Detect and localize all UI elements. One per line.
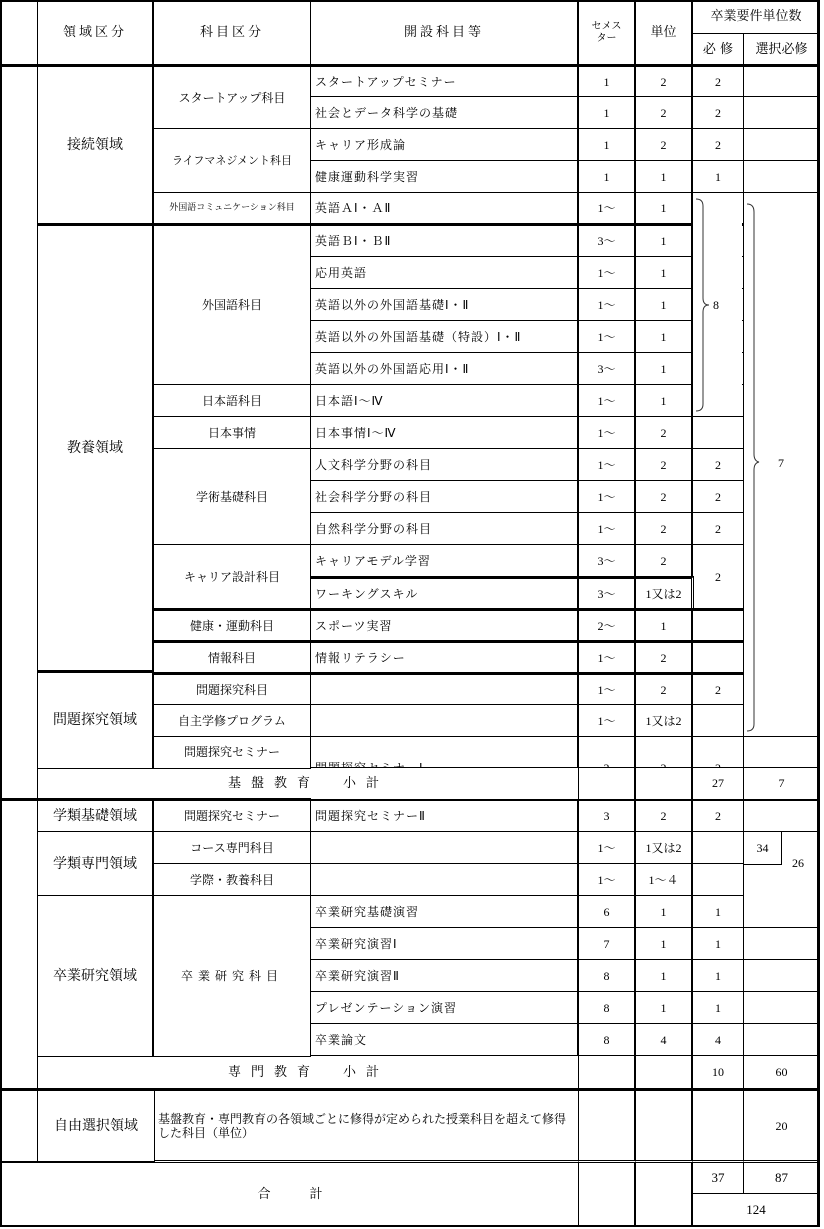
credits-value: 2 bbox=[635, 512, 694, 546]
credits-value: 2 bbox=[635, 448, 694, 482]
course-name bbox=[310, 704, 580, 738]
subject-interdisciplinary: 学際・教養科目 bbox=[153, 863, 311, 897]
course-name: 英語ＡⅠ・ＡⅡ bbox=[310, 192, 580, 225]
domain-gakurui-kiso: 学類基礎領域 bbox=[37, 798, 155, 833]
kiban-elective-bracket-area bbox=[744, 194, 819, 736]
semester-value: 3 bbox=[578, 798, 637, 833]
semester-value: 1 bbox=[578, 64, 637, 98]
semester-value: 1～ bbox=[578, 256, 637, 290]
subject-inquiry: 問題探究科目 bbox=[153, 672, 311, 706]
required-value: 1 bbox=[692, 895, 744, 929]
course-name: キャリアモデル学習 bbox=[310, 544, 580, 578]
header-graduation-requirements: 卒業要件単位数 bbox=[692, 0, 820, 34]
semester-value: 8 bbox=[578, 991, 637, 1025]
total-elective: 87 bbox=[743, 1160, 820, 1194]
right-edge bbox=[817, 0, 820, 1227]
subject-foreign-language: 外国語科目 bbox=[153, 223, 311, 386]
course-name: スポーツ実習 bbox=[310, 608, 580, 642]
kiban-subtotal-label: 基盤教育 小計 bbox=[37, 767, 580, 800]
semester-value: 8 bbox=[578, 1023, 637, 1057]
total-sem bbox=[578, 1160, 637, 1227]
credits-value: 1 bbox=[635, 959, 694, 993]
kiban-subtotal-cr bbox=[635, 767, 694, 800]
semester-value: 1～ bbox=[578, 448, 637, 482]
course-name: 英語以外の外国語基礎（特設）Ⅰ・Ⅱ bbox=[310, 320, 580, 354]
semester-value: 1～ bbox=[578, 640, 637, 674]
subject-academic-basics: 学術基礎科目 bbox=[153, 448, 311, 546]
credits-value: 1～４ bbox=[635, 863, 694, 897]
course-name: 卒業論文 bbox=[310, 1023, 580, 1057]
credits-value: 1 bbox=[635, 256, 694, 290]
elective-value bbox=[743, 128, 820, 162]
course-name: スタートアップセミナー bbox=[310, 64, 580, 98]
semester-value: 1～ bbox=[578, 416, 637, 450]
course-name: 日本事情Ⅰ～Ⅳ bbox=[310, 416, 580, 450]
header-subject-division: 科目区分 bbox=[153, 0, 311, 66]
course-name: 健康運動科学実習 bbox=[310, 160, 580, 194]
subject-startup: スタートアップ科目 bbox=[153, 64, 311, 130]
credits-value: 1又は2 bbox=[635, 576, 694, 610]
domain-sotsuken: 卒業研究領域 bbox=[37, 895, 155, 1057]
domain-setsuzoku: 接続領域 bbox=[37, 64, 155, 225]
required-value bbox=[692, 608, 744, 642]
kiban-subtotal-required: 27 bbox=[692, 767, 744, 800]
semester-value: 3～ bbox=[578, 223, 637, 258]
elective-value bbox=[743, 1023, 820, 1057]
credits-value: 2 bbox=[635, 96, 694, 130]
semester-value: 1～ bbox=[578, 192, 637, 225]
subject-graduation-research: 卒業研究科目 bbox=[153, 895, 311, 1057]
required-value: 2 bbox=[692, 448, 744, 482]
course-name: 情報リテラシー bbox=[310, 640, 580, 674]
semester-value: 3～ bbox=[578, 544, 637, 578]
header-corner bbox=[0, 0, 38, 66]
course-name: 社会とデータ科学の基礎 bbox=[310, 96, 580, 130]
required-value: 2 bbox=[692, 64, 744, 98]
semester-value: 1 bbox=[578, 160, 637, 194]
domain-gakurui-senmon: 学類専門領域 bbox=[37, 831, 155, 897]
subject-health-sports: 健康・運動科目 bbox=[153, 608, 311, 642]
elective-value bbox=[743, 959, 820, 993]
header-course: 開設科目等 bbox=[310, 0, 580, 66]
foreign-required-total: 8 bbox=[713, 298, 719, 312]
header-required: 必 修 bbox=[692, 33, 744, 66]
credits-value: 1 bbox=[635, 320, 694, 354]
credits-value: 1 bbox=[635, 895, 694, 929]
required-value: 2 bbox=[692, 544, 744, 610]
course-name: プレゼンテーション演習 bbox=[310, 991, 580, 1025]
required-value: 1 bbox=[692, 160, 744, 194]
course-name: 卒業研究演習Ⅰ bbox=[310, 927, 580, 961]
course-name bbox=[310, 831, 580, 865]
subject-inquiry-seminar-1: 問題探究セミナー bbox=[153, 736, 311, 769]
semester-value: 1～ bbox=[578, 672, 637, 706]
course-name bbox=[310, 863, 580, 897]
domain-mondai: 問題探究領域 bbox=[37, 670, 155, 769]
semester-value: 1～ bbox=[578, 831, 637, 865]
credits-value: 2 bbox=[635, 798, 694, 833]
senmon-elective-total: 26 bbox=[792, 856, 804, 870]
elective-value bbox=[743, 798, 820, 833]
credits-value: 2 bbox=[635, 128, 694, 162]
course-name: 人文科学分野の科目 bbox=[310, 448, 580, 482]
required-value: 2 bbox=[692, 798, 744, 833]
header-credits: 単位 bbox=[635, 0, 694, 66]
semester-value: 1 bbox=[578, 128, 637, 162]
header-semester: セメスター bbox=[578, 0, 637, 66]
credits-value: 1 bbox=[635, 288, 694, 322]
elective-value bbox=[743, 895, 820, 929]
required-value: 2 bbox=[692, 672, 744, 706]
semester-value: 3～ bbox=[578, 576, 637, 610]
required-value bbox=[692, 640, 744, 674]
elective-value bbox=[743, 160, 820, 194]
jiyu-elective: 20 bbox=[743, 1088, 820, 1162]
semester-value: 1～ bbox=[578, 704, 637, 738]
grand-total: 124 bbox=[692, 1193, 820, 1227]
senmon-subtotal-elective: 60 bbox=[743, 1055, 820, 1090]
elective-value bbox=[743, 64, 820, 98]
jiyu-required bbox=[692, 1088, 744, 1162]
foreign-required-bracket-area bbox=[693, 194, 742, 416]
course-name: 社会科学分野の科目 bbox=[310, 480, 580, 514]
credits-value: 2 bbox=[635, 672, 694, 706]
header-domain-division: 領域区分 bbox=[37, 0, 155, 66]
credits-value: 2 bbox=[635, 640, 694, 674]
credits-value: 1又は2 bbox=[635, 704, 694, 738]
credits-value: 1 bbox=[635, 608, 694, 642]
domain-jiyu: 自由選択領域 bbox=[37, 1088, 155, 1162]
semester-value: 6 bbox=[578, 895, 637, 929]
senmon-subtotal-cr bbox=[635, 1055, 694, 1090]
total-label: 合 計 bbox=[0, 1160, 580, 1227]
semester-value: 1～ bbox=[578, 288, 637, 322]
header-elective-required: 選択必修 bbox=[743, 33, 820, 66]
subject-inquiry-seminar-2: 問題探究セミナー bbox=[153, 798, 311, 833]
credits-value: 2 bbox=[635, 480, 694, 514]
senmon-subtotal-required: 10 bbox=[692, 1055, 744, 1090]
course-name: ワーキングスキル bbox=[310, 576, 580, 610]
semester-value: 1～ bbox=[578, 320, 637, 354]
course-name: キャリア形成論 bbox=[310, 128, 580, 162]
section-jiyu bbox=[0, 1088, 38, 1162]
jiyu-description: 基盤教育・専門教育の各領域ごとに修得が定められた授業科目を超えて修得した科目（単位） bbox=[153, 1088, 580, 1162]
subject-foreign-communication: 外国語コミュニケーション科目 bbox=[153, 192, 311, 225]
jiyu-sem bbox=[578, 1088, 637, 1162]
credits-value: 1 bbox=[635, 352, 694, 386]
semester-value: 8 bbox=[578, 959, 637, 993]
required-value: 2 bbox=[692, 480, 744, 514]
required-value bbox=[692, 704, 744, 738]
required-value: 2 bbox=[692, 128, 744, 162]
semester-value: 1～ bbox=[578, 512, 637, 546]
section-kiban bbox=[0, 64, 38, 800]
subject-japanese: 日本語科目 bbox=[153, 384, 311, 418]
required-value: 4 bbox=[692, 1023, 744, 1057]
semester-value: 1～ bbox=[578, 863, 637, 897]
course-name bbox=[310, 672, 580, 706]
semester-value: 3～ bbox=[578, 352, 637, 386]
course-name: 卒業研究基礎演習 bbox=[310, 895, 580, 929]
course-name: 英語以外の外国語応用Ⅰ・Ⅱ bbox=[310, 352, 580, 386]
jiyu-cr bbox=[635, 1088, 694, 1162]
section-senmon bbox=[0, 798, 38, 1090]
credits-value: 2 bbox=[635, 544, 694, 578]
credits-value: 1 bbox=[635, 991, 694, 1025]
course-senmon-elective: 34 bbox=[756, 840, 769, 855]
subject-course-specialty: コース専門科目 bbox=[153, 831, 311, 865]
credits-value: 2 bbox=[635, 64, 694, 98]
kiban-subtotal-sem bbox=[578, 767, 637, 800]
total-required: 37 bbox=[692, 1160, 744, 1194]
course-senmon-elective-box bbox=[744, 832, 782, 865]
credits-value: 1又は2 bbox=[635, 831, 694, 865]
elective-value bbox=[743, 927, 820, 961]
required-value: 1 bbox=[692, 959, 744, 993]
course-name: 問題探究セミナーⅡ bbox=[310, 798, 580, 833]
course-name: 日本語Ⅰ～Ⅳ bbox=[310, 384, 580, 418]
domain-kyoyo: 教養領域 bbox=[37, 223, 155, 672]
course-name: 英語ＢⅠ・ＢⅡ bbox=[310, 223, 580, 258]
credits-value: 1 bbox=[635, 384, 694, 418]
subject-self-study: 自主学修プログラム bbox=[153, 704, 311, 738]
required-value: 1 bbox=[692, 991, 744, 1025]
kiban-elective-total: 7 bbox=[778, 456, 784, 470]
elective-value bbox=[743, 991, 820, 1025]
required-value bbox=[692, 831, 744, 865]
kiban-subtotal-elective: 7 bbox=[743, 767, 820, 800]
required-value: 2 bbox=[692, 512, 744, 546]
total-cr bbox=[635, 1160, 694, 1227]
required-value: 2 bbox=[692, 96, 744, 130]
subject-japan-affairs: 日本事情 bbox=[153, 416, 311, 450]
credits-value: 1 bbox=[635, 223, 694, 258]
course-name: 英語以外の外国語基礎Ⅰ・Ⅱ bbox=[310, 288, 580, 322]
required-value bbox=[692, 863, 744, 897]
senmon-elective-area bbox=[744, 832, 819, 896]
required-value: 1 bbox=[692, 927, 744, 961]
senmon-subtotal-label: 専門教育 小計 bbox=[37, 1055, 580, 1090]
elective-value bbox=[743, 96, 820, 130]
subject-information: 情報科目 bbox=[153, 640, 311, 674]
course-name: 応用英語 bbox=[310, 256, 580, 290]
credits-value: 1 bbox=[635, 927, 694, 961]
credits-value: 2 bbox=[635, 416, 694, 450]
semester-value: 1～ bbox=[578, 384, 637, 418]
senmon-subtotal-sem bbox=[578, 1055, 637, 1090]
semester-value: 7 bbox=[578, 927, 637, 961]
course-name: 卒業研究演習Ⅱ bbox=[310, 959, 580, 993]
credits-value: 4 bbox=[635, 1023, 694, 1057]
subject-career-design: キャリア設計科目 bbox=[153, 544, 311, 610]
course-name: 自然科学分野の科目 bbox=[310, 512, 580, 546]
credits-value: 1 bbox=[635, 192, 694, 225]
required-value bbox=[692, 416, 744, 450]
semester-value: 1 bbox=[578, 96, 637, 130]
subject-life-management: ライフマネジメント科目 bbox=[153, 128, 311, 194]
semester-value: 1～ bbox=[578, 480, 637, 514]
semester-value: 2～ bbox=[578, 608, 637, 642]
credits-value: 1 bbox=[635, 160, 694, 194]
